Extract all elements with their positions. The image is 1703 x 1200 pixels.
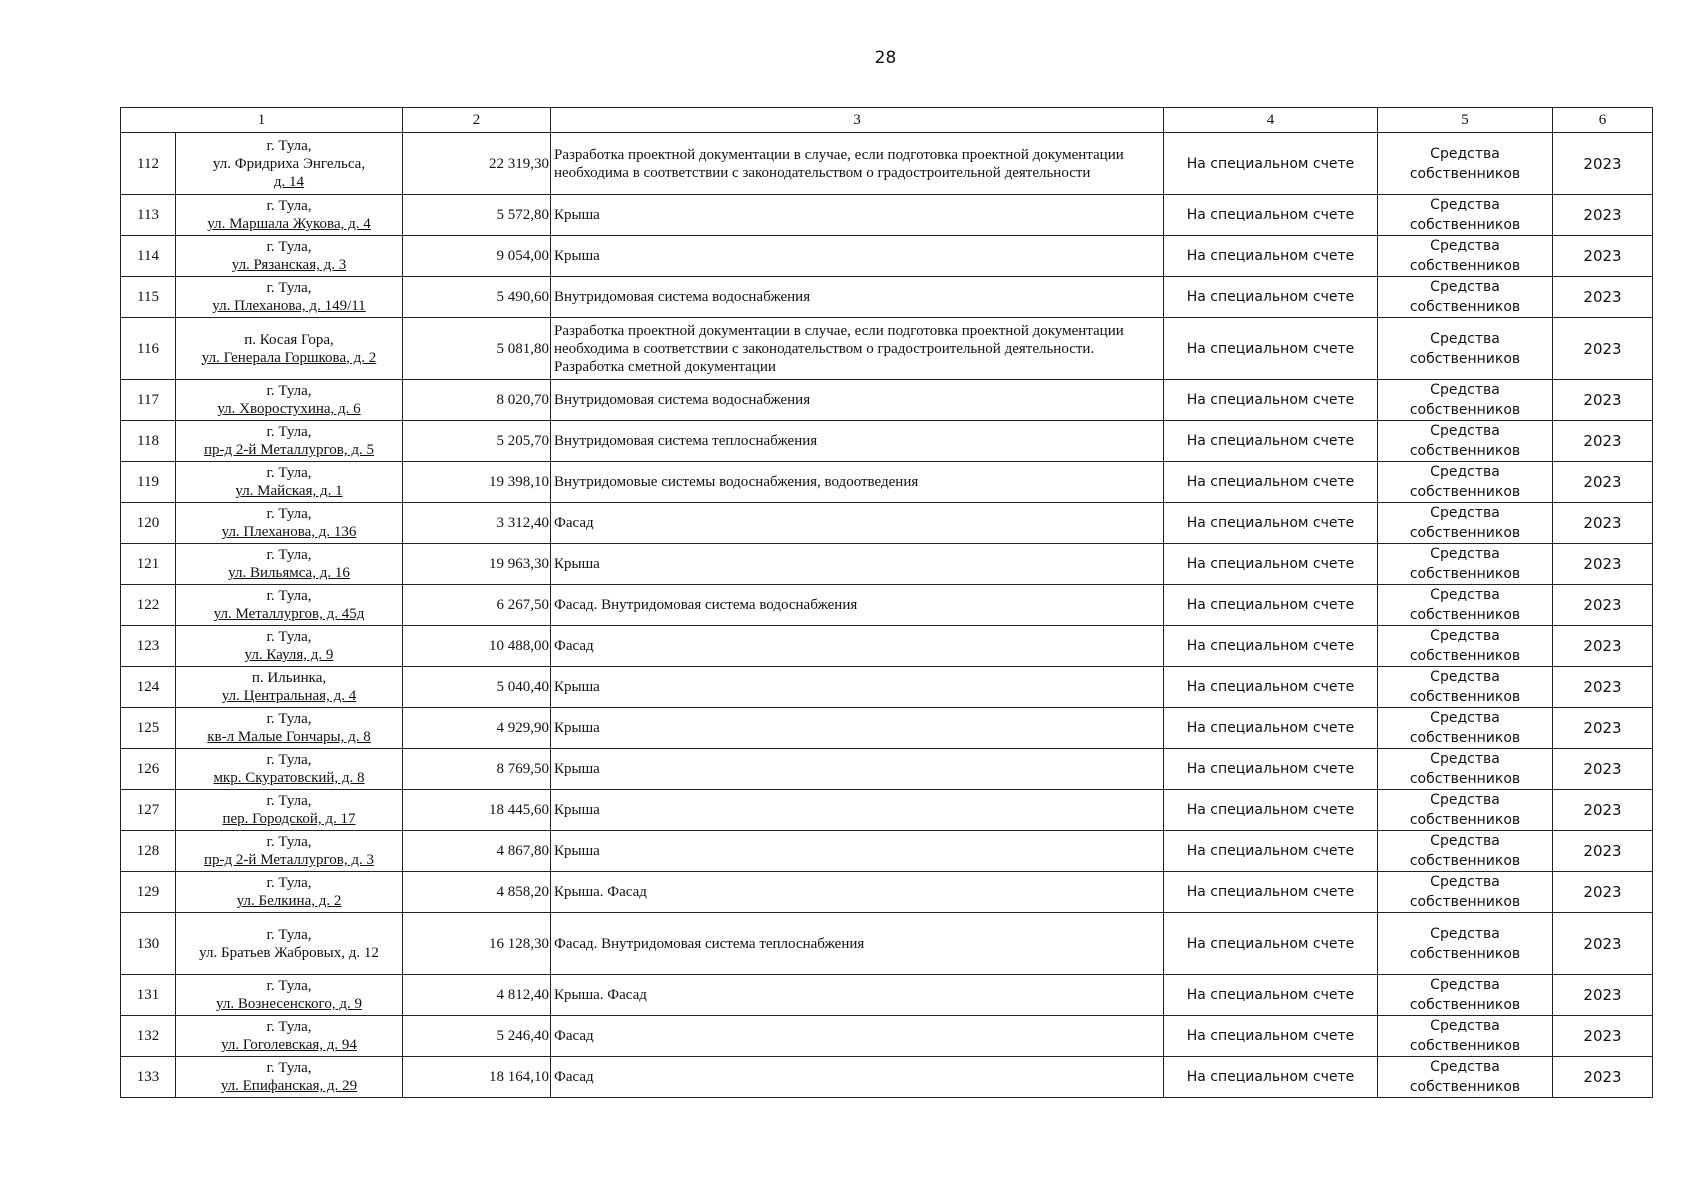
row-number: 112 [121, 133, 176, 195]
address-street: мкр. Скуратовский, д. 8 [213, 770, 365, 786]
year-cell: 2023 [1553, 421, 1653, 462]
work-type-cell: Крыша [551, 790, 1164, 831]
account-cell: На специальном счете [1164, 790, 1378, 831]
address-locality: г. Тула, [266, 1019, 312, 1035]
funding-source-cell: Средства собственников [1378, 872, 1553, 913]
funding-source-cell: Средства собственников [1378, 790, 1553, 831]
work-type-cell: Крыша [551, 831, 1164, 872]
work-type-cell: Крыша [551, 708, 1164, 749]
table-row [121, 421, 1653, 462]
address-street: ул. Гоголевская, д. 94 [221, 1037, 357, 1053]
address-locality: г. Тула, [266, 752, 312, 768]
address-locality: г. Тула, [266, 506, 312, 522]
cost-cell: 19 398,10 [403, 462, 551, 503]
table-row [121, 585, 1653, 626]
header-col-2: 2 [403, 108, 551, 133]
cost-cell: 5 246,40 [403, 1016, 551, 1057]
table-row [121, 749, 1653, 790]
address-locality: г. Тула, [266, 793, 312, 809]
account-cell: На специальном счете [1164, 544, 1378, 585]
year-cell: 2023 [1553, 913, 1653, 975]
table-row [121, 318, 1653, 380]
cost-cell: 8 769,50 [403, 749, 551, 790]
address-cell [176, 1057, 403, 1098]
address-cell [176, 585, 403, 626]
address-cell [176, 872, 403, 913]
funding-source-cell: Средства собственников [1378, 421, 1553, 462]
funding-source-cell: Средства собственников [1378, 277, 1553, 318]
cost-cell: 4 867,80 [403, 831, 551, 872]
table-row [121, 1057, 1653, 1098]
year-cell: 2023 [1553, 749, 1653, 790]
account-cell: На специальном счете [1164, 503, 1378, 544]
cost-cell: 5 490,60 [403, 277, 551, 318]
funding-source-cell: Средства собственников [1378, 195, 1553, 236]
row-number: 114 [121, 236, 176, 277]
cost-cell: 5 040,40 [403, 667, 551, 708]
row-number: 117 [121, 380, 176, 421]
work-type-cell: Крыша [551, 236, 1164, 277]
address-street: ул. Майская, д. 1 [235, 483, 343, 499]
cost-cell: 4 812,40 [403, 975, 551, 1016]
row-number: 121 [121, 544, 176, 585]
address-street: ул. Генерала Горшкова, д. 2 [201, 349, 377, 366]
funding-source-cell: Средства собственников [1378, 913, 1553, 975]
account-cell: На специальном счете [1164, 913, 1378, 975]
address-street: ул. Хворостухина, д. 6 [217, 401, 361, 417]
address-locality: г. Тула, [266, 1060, 312, 1076]
address-street: ул. Маршала Жукова, д. 4 [207, 216, 371, 232]
table-header-row [121, 108, 1653, 133]
address-street: ул. Плеханова, д. 149/11 [212, 298, 366, 314]
header-col-1: 1 [121, 108, 403, 133]
funding-source-cell: Средства собственников [1378, 462, 1553, 503]
row-number: 113 [121, 195, 176, 236]
address-locality: п. Ильинка, [251, 670, 327, 686]
table-row [121, 667, 1653, 708]
work-type-cell: Крыша [551, 749, 1164, 790]
address-locality: г. Тула, [266, 137, 312, 154]
account-cell: На специальном счете [1164, 462, 1378, 503]
row-number: 126 [121, 749, 176, 790]
address-cell [176, 749, 403, 790]
address-cell [176, 790, 403, 831]
year-cell: 2023 [1553, 1016, 1653, 1057]
work-type-cell: Фасад [551, 626, 1164, 667]
address-locality: г. Тула, [266, 978, 312, 994]
funding-source-cell: Средства собственников [1378, 544, 1553, 585]
address-street: ул. Братьев Жабровых, д. 12 [199, 944, 379, 961]
account-cell: На специальном счете [1164, 277, 1378, 318]
address-cell [176, 277, 403, 318]
cost-cell: 3 312,40 [403, 503, 551, 544]
account-cell: На специальном счете [1164, 421, 1378, 462]
work-type-cell: Крыша [551, 544, 1164, 585]
repair-plan-table [120, 107, 1653, 1098]
cost-cell: 5 081,80 [403, 318, 551, 380]
work-type-cell: Фасад. Внутридомовая система водоснабжения [551, 585, 1164, 626]
address-locality: г. Тула, [266, 424, 312, 440]
row-number: 123 [121, 626, 176, 667]
work-type-cell: Фасад [551, 1057, 1164, 1098]
address-street: кв-л Малые Гончары, д. 8 [207, 729, 371, 745]
work-type-cell: Внутридомовая система водоснабжения [551, 380, 1164, 421]
table-row [121, 1016, 1653, 1057]
year-cell: 2023 [1553, 585, 1653, 626]
table-row [121, 503, 1653, 544]
address-cell [176, 831, 403, 872]
address-locality: г. Тула, [266, 926, 312, 943]
account-cell: На специальном счете [1164, 872, 1378, 913]
table-row [121, 195, 1653, 236]
address-street: ул. Металлургов, д. 45д [213, 606, 365, 622]
cost-cell: 5 205,70 [403, 421, 551, 462]
address-street: ул. Белкина, д. 2 [236, 893, 342, 909]
work-type-cell: Крыша. Фасад [551, 975, 1164, 1016]
cost-cell: 18 164,10 [403, 1057, 551, 1098]
funding-source-cell: Средства собственников [1378, 749, 1553, 790]
table-row [121, 708, 1653, 749]
row-number: 131 [121, 975, 176, 1016]
year-cell: 2023 [1553, 1057, 1653, 1098]
table-row [121, 462, 1653, 503]
year-cell: 2023 [1553, 790, 1653, 831]
cost-cell: 4 858,20 [403, 872, 551, 913]
year-cell: 2023 [1553, 133, 1653, 195]
address-street: пр-д 2-й Металлургов, д. 3 [204, 852, 374, 868]
funding-source-cell: Средства собственников [1378, 380, 1553, 421]
address-cell [176, 195, 403, 236]
table-row [121, 236, 1653, 277]
work-type-cell: Внутридомовые системы водоснабжения, водоотведения [551, 462, 1164, 503]
account-cell: На специальном счете [1164, 236, 1378, 277]
work-type-cell: Фасад. Внутридомовая система теплоснабжения [551, 913, 1164, 975]
cost-cell: 10 488,00 [403, 626, 551, 667]
year-cell: 2023 [1553, 236, 1653, 277]
work-type-cell: Крыша. Фасад [551, 872, 1164, 913]
address-street: пр-д 2-й Металлургов, д. 5 [204, 442, 374, 458]
cost-cell: 9 054,00 [403, 236, 551, 277]
year-cell: 2023 [1553, 831, 1653, 872]
header-col-5: 5 [1378, 108, 1553, 133]
address-locality: г. Тула, [266, 198, 312, 214]
header-col-3: 3 [551, 108, 1164, 133]
address-locality: г. Тула, [266, 875, 312, 891]
row-number: 132 [121, 1016, 176, 1057]
address-cell [176, 380, 403, 421]
address-street: ул. Вознесенского, д. 9 [216, 996, 362, 1012]
account-cell: На специальном счете [1164, 195, 1378, 236]
funding-source-cell: Средства собственников [1378, 133, 1553, 195]
page-number: 28 [874, 48, 897, 68]
address-locality: г. Тула, [266, 629, 312, 645]
address-cell [176, 503, 403, 544]
address-street: ул. Центральная, д. 4 [221, 688, 357, 704]
work-type-cell: Фасад [551, 503, 1164, 544]
table-row [121, 975, 1653, 1016]
address-locality: г. Тула, [266, 239, 312, 255]
cost-cell: 4 929,90 [403, 708, 551, 749]
address-cell [176, 421, 403, 462]
address-house: д. 14 [273, 173, 305, 190]
account-cell: На специальном счете [1164, 708, 1378, 749]
account-cell: На специальном счете [1164, 1016, 1378, 1057]
funding-source-cell: Средства собственников [1378, 708, 1553, 749]
work-type-cell: Внутридомовая система теплоснабжения [551, 421, 1164, 462]
table-row [121, 544, 1653, 585]
funding-source-cell: Средства собственников [1378, 667, 1553, 708]
address-street: ул. Фридриха Энгельса, [212, 155, 366, 172]
cost-cell: 5 572,80 [403, 195, 551, 236]
account-cell: На специальном счете [1164, 1057, 1378, 1098]
account-cell: На специальном счете [1164, 749, 1378, 790]
address-cell [176, 626, 403, 667]
account-cell: На специальном счете [1164, 380, 1378, 421]
row-number: 127 [121, 790, 176, 831]
address-cell [176, 667, 403, 708]
work-type-cell: Разработка проектной документации в случае, если подготовка проектной документации необходима в соответствии с законодательством о градостроительной деятельности. Разработка сметной документации [551, 318, 1164, 380]
row-number: 128 [121, 831, 176, 872]
account-cell: На специальном счете [1164, 133, 1378, 195]
header-col-4: 4 [1164, 108, 1378, 133]
year-cell: 2023 [1553, 318, 1653, 380]
row-number: 124 [121, 667, 176, 708]
address-cell [176, 708, 403, 749]
table-row [121, 133, 1653, 195]
row-number: 118 [121, 421, 176, 462]
address-street: ул. Плеханова, д. 136 [221, 524, 357, 540]
address-street: ул. Епифанская, д. 29 [220, 1078, 358, 1094]
year-cell: 2023 [1553, 667, 1653, 708]
year-cell: 2023 [1553, 462, 1653, 503]
row-number: 115 [121, 277, 176, 318]
work-type-cell: Крыша [551, 195, 1164, 236]
table-row [121, 626, 1653, 667]
address-street: ул. Кауля, д. 9 [244, 647, 334, 663]
address-cell [176, 462, 403, 503]
funding-source-cell: Средства собственников [1378, 236, 1553, 277]
address-locality: г. Тула, [266, 280, 312, 296]
account-cell: На специальном счете [1164, 975, 1378, 1016]
table-row [121, 913, 1653, 975]
address-street: пер. Городской, д. 17 [222, 811, 356, 827]
year-cell: 2023 [1553, 872, 1653, 913]
address-locality: г. Тула, [266, 588, 312, 604]
account-cell: На специальном счете [1164, 318, 1378, 380]
row-number: 120 [121, 503, 176, 544]
address-street: ул. Вильямса, д. 16 [228, 565, 350, 581]
table-row [121, 380, 1653, 421]
row-number: 129 [121, 872, 176, 913]
year-cell: 2023 [1553, 975, 1653, 1016]
account-cell: На специальном счете [1164, 585, 1378, 626]
row-number: 119 [121, 462, 176, 503]
year-cell: 2023 [1553, 195, 1653, 236]
work-type-cell: Крыша [551, 667, 1164, 708]
funding-source-cell: Средства собственников [1378, 318, 1553, 380]
address-locality: г. Тула, [266, 547, 312, 563]
year-cell: 2023 [1553, 503, 1653, 544]
funding-source-cell: Средства собственников [1378, 1016, 1553, 1057]
table-body [121, 133, 1653, 1098]
work-type-cell: Внутридомовая система водоснабжения [551, 277, 1164, 318]
cost-cell: 18 445,60 [403, 790, 551, 831]
year-cell: 2023 [1553, 708, 1653, 749]
address-cell [176, 1016, 403, 1057]
year-cell: 2023 [1553, 380, 1653, 421]
header-col-6: 6 [1553, 108, 1653, 133]
table-row [121, 872, 1653, 913]
account-cell: На специальном счете [1164, 831, 1378, 872]
funding-source-cell: Средства собственников [1378, 585, 1553, 626]
table-row [121, 277, 1653, 318]
table-row [121, 790, 1653, 831]
address-cell [176, 975, 403, 1016]
year-cell: 2023 [1553, 544, 1653, 585]
address-locality: г. Тула, [266, 383, 312, 399]
address-locality: г. Тула, [266, 711, 312, 727]
address-locality: г. Тула, [266, 465, 312, 481]
address-locality: г. Тула, [266, 834, 312, 850]
cost-cell: 6 267,50 [403, 585, 551, 626]
cost-cell: 8 020,70 [403, 380, 551, 421]
funding-source-cell: Средства собственников [1378, 1057, 1553, 1098]
address-locality: п. Косая Гора, [244, 331, 334, 348]
funding-source-cell: Средства собственников [1378, 975, 1553, 1016]
address-cell [176, 318, 403, 380]
address-cell [176, 236, 403, 277]
cost-cell: 16 128,30 [403, 913, 551, 975]
account-cell: На специальном счете [1164, 667, 1378, 708]
row-number: 130 [121, 913, 176, 975]
cost-cell: 22 319,30 [403, 133, 551, 195]
address-cell [176, 133, 403, 195]
funding-source-cell: Средства собственников [1378, 831, 1553, 872]
year-cell: 2023 [1553, 277, 1653, 318]
work-type-cell: Разработка проектной документации в случае, если подготовка проектной документации необходима в соответствии с законодательством о градостроительной деятельности [551, 133, 1164, 195]
address-cell [176, 913, 403, 975]
year-cell: 2023 [1553, 626, 1653, 667]
address-cell [176, 544, 403, 585]
row-number: 116 [121, 318, 176, 380]
row-number: 122 [121, 585, 176, 626]
address-street: ул. Рязанская, д. 3 [231, 257, 347, 273]
cost-cell: 19 963,30 [403, 544, 551, 585]
row-number: 133 [121, 1057, 176, 1098]
funding-source-cell: Средства собственников [1378, 503, 1553, 544]
table-row [121, 831, 1653, 872]
work-type-cell: Фасад [551, 1016, 1164, 1057]
funding-source-cell: Средства собственников [1378, 626, 1553, 667]
row-number: 125 [121, 708, 176, 749]
account-cell: На специальном счете [1164, 626, 1378, 667]
